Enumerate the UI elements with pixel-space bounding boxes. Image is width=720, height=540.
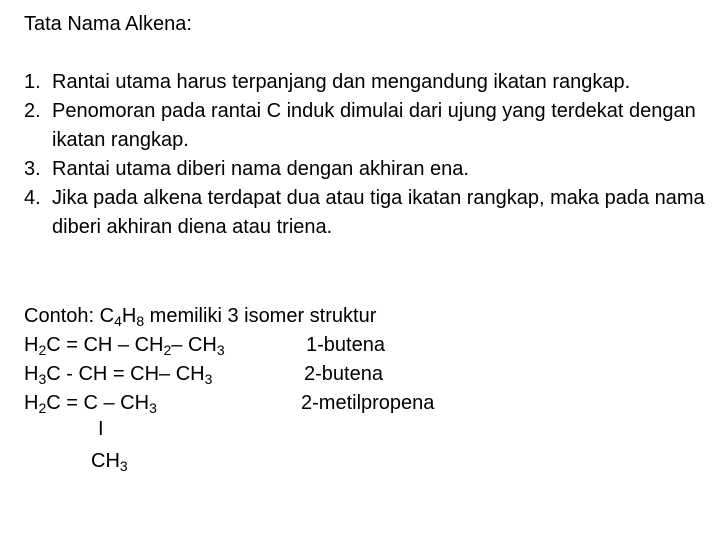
branch-bond: I [98, 418, 104, 440]
structural-formula: $H_3C$ - CH = CH– $CH_3$ [24, 363, 213, 387]
rule-number: 3. [24, 158, 41, 180]
structural-formula: $H_2C = C - CH_3$ [24, 392, 157, 416]
isomer-name: 2-metilpropena [301, 392, 435, 414]
isomer-name: 2-butena [304, 363, 383, 385]
structural-formula: $H_2C$ = CH – $CH_2-$ $CH_3$ [24, 334, 225, 358]
methyl-branch: $CH_3$ [91, 450, 128, 474]
rule-item [24, 68, 714, 97]
rule-item [24, 97, 714, 155]
intro-subscript: 8 [136, 313, 145, 329]
intro-suffix: memiliki 3 isomer struktur [144, 305, 377, 327]
rule-item [24, 184, 714, 242]
intro-subscript: 4 [114, 313, 122, 329]
intro-prefix: Contoh: C [24, 305, 115, 327]
intro-mid: H [121, 305, 137, 327]
page-title: Tata Nama Alkena: [24, 13, 192, 35]
rule-number: 2. [24, 100, 41, 122]
rule-text: Rantai utama harus terpanjang dan mengandung ikatan rangkap. [52, 71, 631, 93]
rule-text: Penomoran pada rantai C induk dimulai dari ujung yang terdekat dengan ikatan rangkap. [52, 100, 696, 151]
rule-number: 1. [24, 71, 41, 93]
naming-rules-list [24, 68, 714, 242]
rule-item [24, 155, 714, 184]
rule-text: Rantai utama diberi nama dengan akhiran ena. [52, 158, 469, 180]
rule-number: 4. [24, 187, 41, 209]
isomer-name: 1-butena [306, 334, 385, 356]
rule-text: Jika pada alkena terdapat dua atau tiga ikatan rangkap, maka pada nama diberi akhiran diena atau triena. [52, 187, 705, 238]
